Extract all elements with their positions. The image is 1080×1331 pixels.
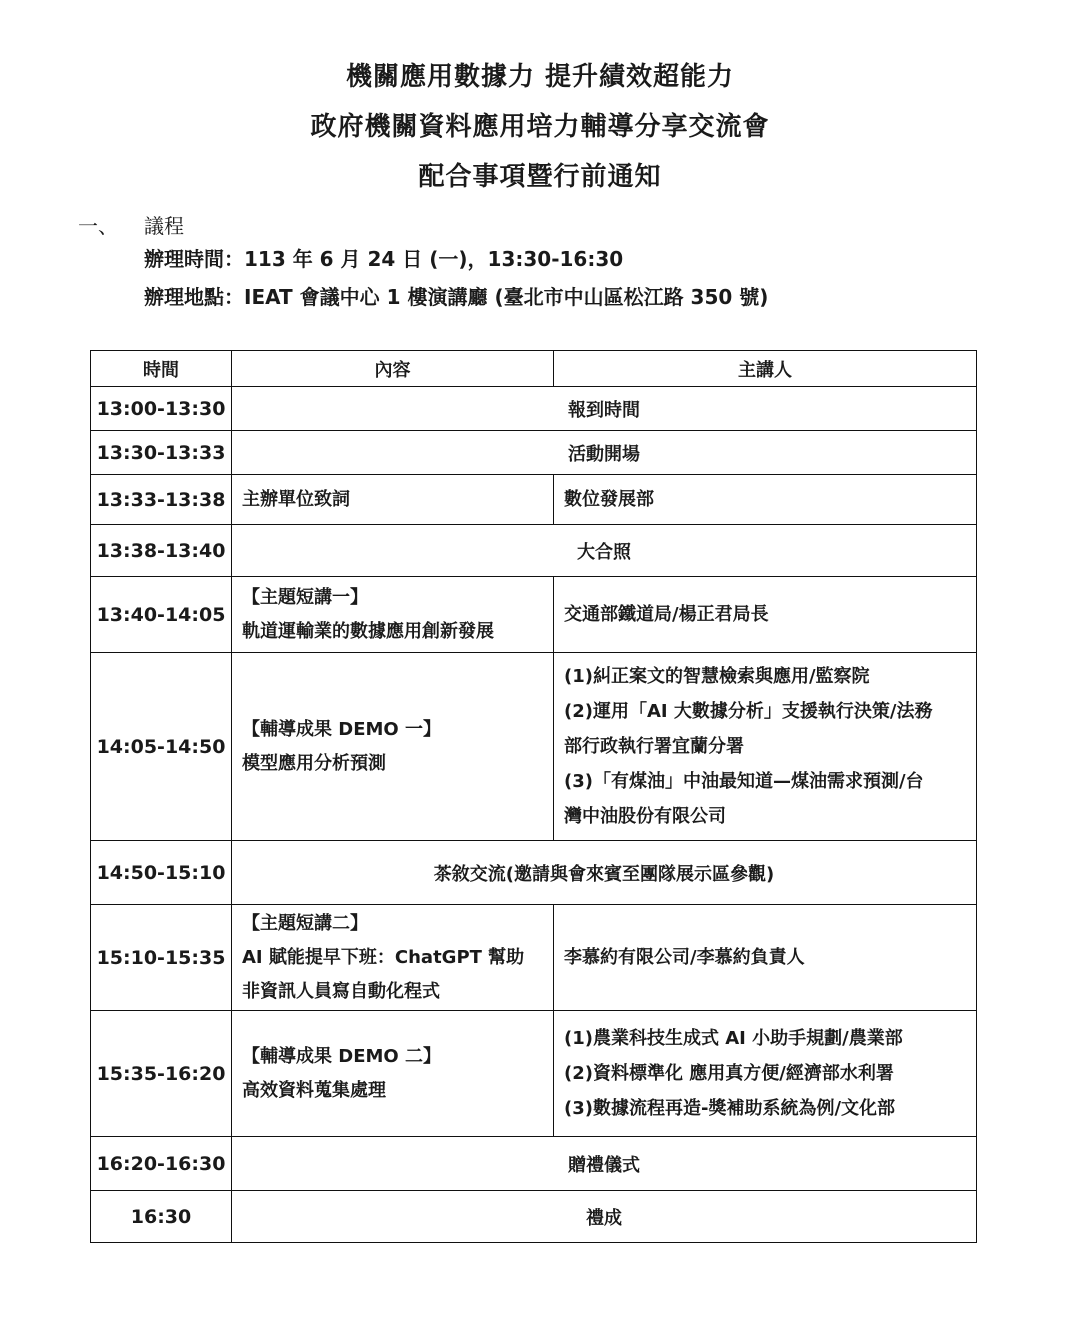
row-speaker <box>554 905 977 1011</box>
row-time: 14:05-14:50 <box>91 653 232 841</box>
row-content <box>232 475 554 525</box>
content-line: AI 賦能提早下班：ChatGPT 幫助 <box>242 946 525 968</box>
row-merged-content: 茶敘交流(邀請與會來賓至團隊展示區參觀) <box>232 841 977 905</box>
title-line-3: 配合事項暨行前通知 <box>418 162 662 192</box>
table-row <box>91 1011 977 1137</box>
speaker-line: 交通部鐵道局/楊正君局長 <box>564 604 769 625</box>
row-speaker <box>554 1011 977 1137</box>
row-content <box>232 577 554 653</box>
content-line: 【主題短講一】 <box>242 586 368 608</box>
content-line: 模型應用分析預測 <box>242 752 386 774</box>
row-merged-content: 活動開場 <box>232 431 977 475</box>
row-speaker <box>554 653 977 841</box>
content-line: 主辦單位致詞 <box>242 488 350 510</box>
row-content <box>232 1011 554 1137</box>
speaker-line: (1)糾正案文的智慧檢索與應用/監察院 <box>564 666 870 687</box>
speaker-line: (3)「有煤油」中油最知道—煤油需求預測/台 <box>564 771 924 792</box>
content-line: 軌道運輸業的數據應用創新發展 <box>242 620 494 642</box>
table-row <box>91 525 977 577</box>
speaker-line: (2)資料標準化 應用真方便/經濟部水利署 <box>564 1063 894 1084</box>
speaker-line: (3)數據流程再造-獎補助系統為例/文化部 <box>564 1098 896 1119</box>
row-time: 13:30-13:33 <box>91 431 232 475</box>
content-line: 【輔導成果 DEMO 一】 <box>242 718 441 740</box>
speaker-line: 李慕約有限公司/李慕約負責人 <box>564 947 805 968</box>
row-time: 13:33-13:38 <box>91 475 232 525</box>
row-merged-content: 報到時間 <box>232 387 977 431</box>
row-content <box>232 653 554 841</box>
speaker-line: 部行政執行署宜蘭分署 <box>564 736 744 757</box>
row-time: 14:50-15:10 <box>91 841 232 905</box>
table-row <box>91 475 977 525</box>
event-venue-label: 辦理地點： <box>144 285 244 309</box>
event-date-label: 辦理時間： <box>144 247 244 271</box>
row-merged-content: 禮成 <box>232 1191 977 1243</box>
content-line: 【主題短講二】 <box>242 912 368 934</box>
header-content: 內容 <box>232 351 554 387</box>
row-time: 13:00-13:30 <box>91 387 232 431</box>
event-date-value: 113 年 6 月 24 日 (一)，13:30-16:30 <box>244 247 624 271</box>
header-time: 時間 <box>91 351 232 387</box>
document-title <box>0 52 1080 202</box>
speaker-line: (1)農業科技生成式 AI 小助手規劃/農業部 <box>564 1028 903 1049</box>
table-row <box>91 387 977 431</box>
content-line: 【輔導成果 DEMO 二】 <box>242 1045 441 1067</box>
row-content <box>232 905 554 1011</box>
row-merged-content: 贈禮儀式 <box>232 1137 977 1191</box>
table-row <box>91 1191 977 1243</box>
table-header-row <box>91 351 977 387</box>
speaker-line: (2)運用「AI 大數據分析」支援執行決策/法務 <box>564 701 933 722</box>
agenda-body <box>91 387 977 1243</box>
row-speaker <box>554 475 977 525</box>
content-line: 非資訊人員寫自動化程式 <box>242 980 440 1002</box>
row-time: 15:35-16:20 <box>91 1011 232 1137</box>
section-heading <box>78 208 978 240</box>
title-line-1: 機關應用數據力 提升績效超能力 <box>345 62 735 92</box>
table-row <box>91 905 977 1011</box>
agenda-table <box>90 350 977 1243</box>
table-row <box>91 577 977 653</box>
table-row <box>91 653 977 841</box>
row-time: 13:40-14:05 <box>91 577 232 653</box>
row-speaker <box>554 577 977 653</box>
table-row <box>91 841 977 905</box>
row-merged-content: 大合照 <box>232 525 977 577</box>
event-venue <box>144 278 978 316</box>
content-line: 高效資料蒐集處理 <box>242 1079 386 1101</box>
agenda-section <box>78 208 978 316</box>
row-time: 13:38-13:40 <box>91 525 232 577</box>
event-date <box>144 240 978 278</box>
event-venue-value: IEAT 會議中心 1 樓演講廳 (臺北市中山區松江路 350 號) <box>244 285 769 309</box>
section-number: 一、 <box>78 213 118 238</box>
title-line-2: 政府機關資料應用培力輔導分享交流會 <box>310 112 770 142</box>
row-time: 16:20-16:30 <box>91 1137 232 1191</box>
table-row <box>91 1137 977 1191</box>
row-time: 15:10-15:35 <box>91 905 232 1011</box>
speaker-line: 數位發展部 <box>564 489 654 510</box>
table-row <box>91 431 977 475</box>
speaker-line: 灣中油股份有限公司 <box>564 806 726 827</box>
row-time: 16:30 <box>91 1191 232 1243</box>
header-speaker: 主講人 <box>554 351 977 387</box>
section-title: 議程 <box>144 213 184 238</box>
